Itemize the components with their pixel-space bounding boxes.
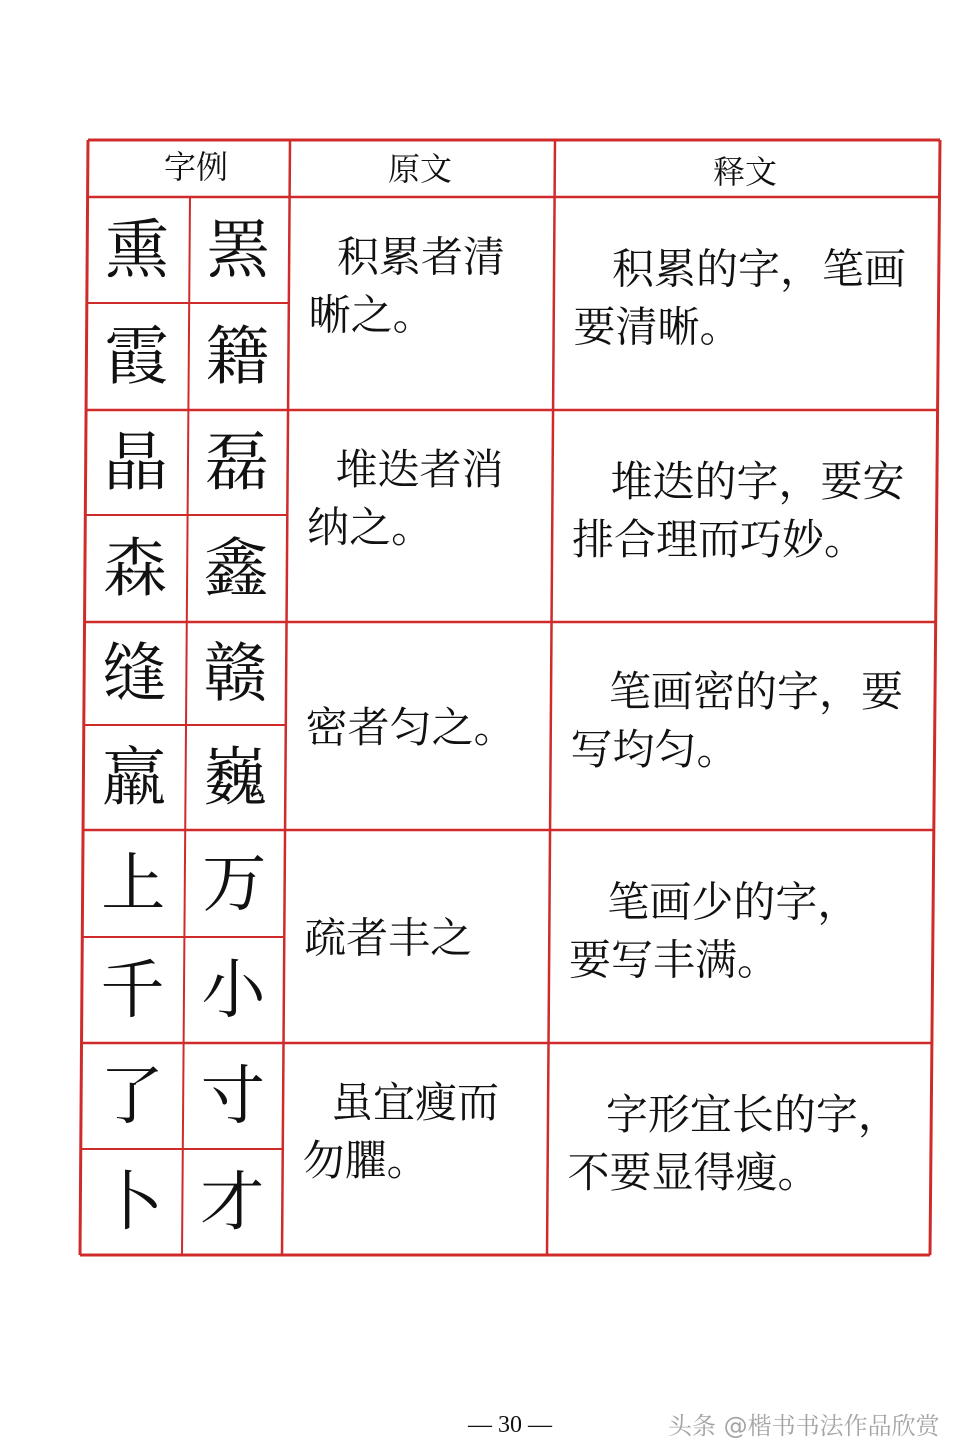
header-explanation: 释文 xyxy=(712,153,778,191)
original-text-line: 积累者清 xyxy=(337,232,506,282)
explanation-text-line: 笔画密的字，要 xyxy=(608,667,903,716)
example-character: 才 xyxy=(200,1166,265,1240)
example-character: 熏 xyxy=(105,214,170,288)
example-character: 了 xyxy=(99,1060,164,1134)
example-character: 寸 xyxy=(200,1060,265,1134)
example-character: 籍 xyxy=(205,320,270,395)
explanation-text-line: 排合理而巧妙。 xyxy=(572,515,867,564)
example-character: 磊 xyxy=(204,426,269,501)
explanation-text-line: 要写丰满。 xyxy=(569,935,780,985)
example-character: 巍 xyxy=(202,741,267,816)
example-character: 羸 xyxy=(101,741,166,816)
table-rows xyxy=(99,214,906,1240)
example-character: 罴 xyxy=(206,214,271,288)
explanation-text-line: 字形宜长的字， xyxy=(605,1090,900,1139)
original-text-line: 晰之。 xyxy=(308,290,435,340)
example-character: 卜 xyxy=(99,1166,164,1240)
example-character: 上 xyxy=(101,847,166,922)
page-number: — 30 — xyxy=(468,1412,552,1438)
original-text-line: 疏者丰之 xyxy=(304,913,473,963)
example-character: 缝 xyxy=(102,637,167,712)
explanation-text-line: 不要显得瘦。 xyxy=(567,1148,820,1197)
original-text-line: 虽宜瘦而 xyxy=(330,1078,500,1127)
table-border-right xyxy=(930,140,940,1255)
example-character: 千 xyxy=(100,954,165,1028)
header-examples: 字例 xyxy=(163,148,229,186)
column-divider-explanation xyxy=(547,140,555,1255)
column-divider-original xyxy=(282,140,290,1255)
original-text-line: 密者匀之。 xyxy=(305,703,516,752)
original-text-line: 堆迭者消 xyxy=(335,445,504,494)
example-character: 赣 xyxy=(203,637,268,712)
explanation-text-line: 积累的字，笔画 xyxy=(611,244,906,294)
original-text-line: 勿臞。 xyxy=(302,1136,429,1185)
watermark: 头条 @楷书书法作品欣赏 xyxy=(668,1412,940,1440)
example-character: 万 xyxy=(202,847,267,922)
table-border-left xyxy=(80,140,88,1255)
example-character: 鑫 xyxy=(204,532,269,607)
explanation-text-line: 要清晰。 xyxy=(573,302,742,352)
explanation-text-line: 堆迭的字，要安 xyxy=(610,457,905,506)
table-header xyxy=(164,148,777,191)
explanation-text-line: 笔画少的字， xyxy=(607,877,860,927)
explanation-text-line: 写均匀。 xyxy=(570,725,739,774)
original-text-line: 纳之。 xyxy=(307,503,434,552)
example-character: 森 xyxy=(103,532,168,607)
header-original: 原文 xyxy=(387,150,453,188)
example-character: 晶 xyxy=(103,426,168,501)
example-character: 霞 xyxy=(104,320,169,395)
example-character: 小 xyxy=(201,954,266,1028)
